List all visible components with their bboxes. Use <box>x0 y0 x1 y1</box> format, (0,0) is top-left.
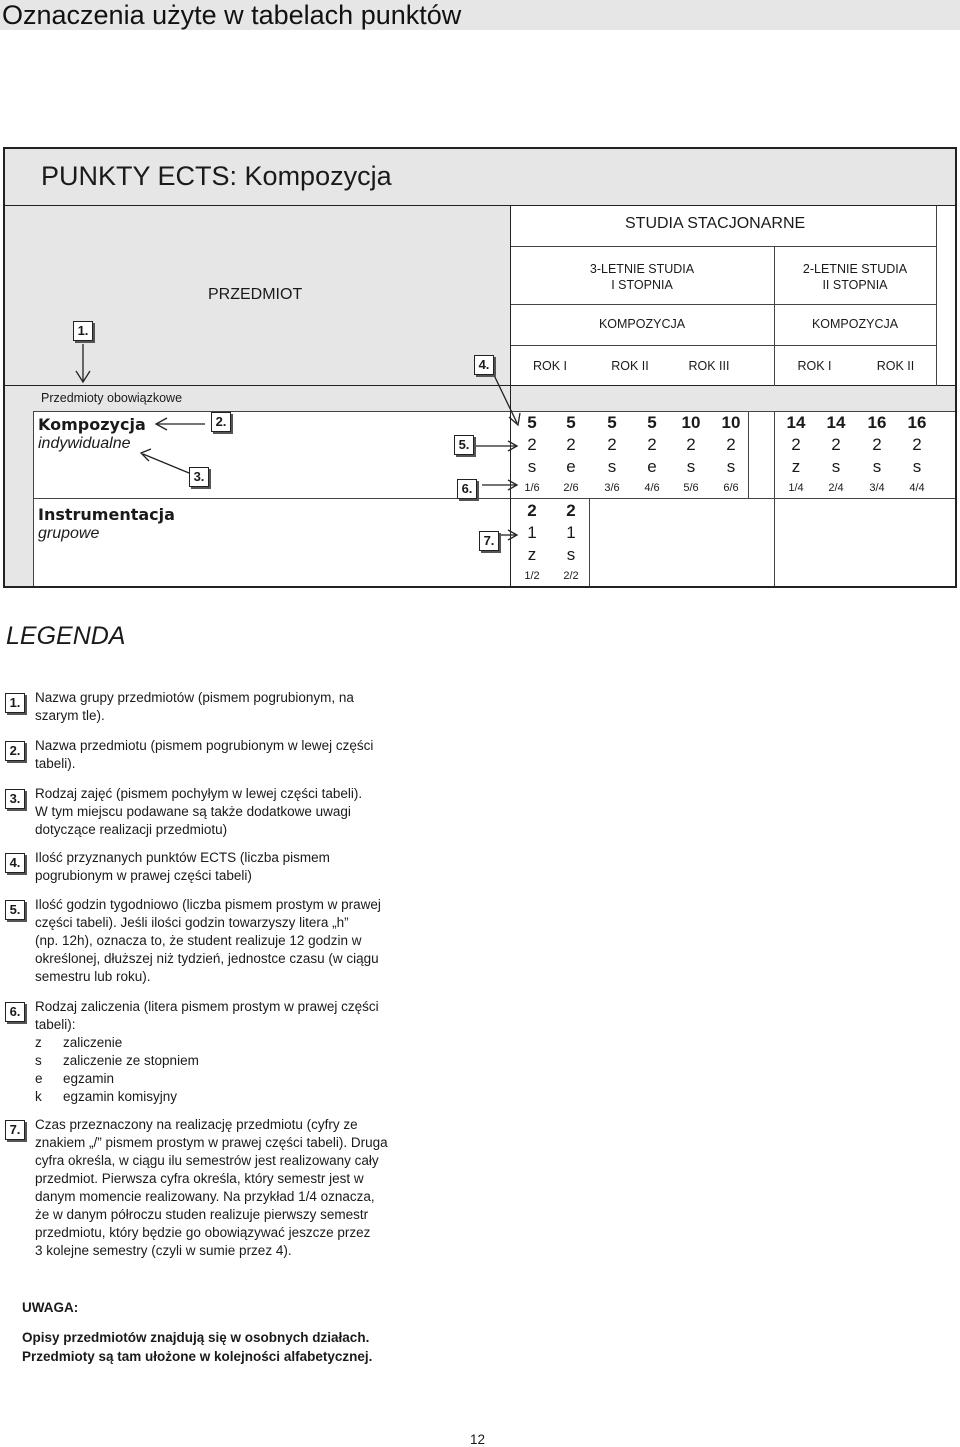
legend-marker-6: 6. <box>5 1002 25 1022</box>
ects-value: 5 <box>527 413 537 432</box>
legend-item-3 <box>35 785 455 839</box>
grade-code-row <box>35 1088 455 1106</box>
page-title: Oznaczenia użyte w tabelach punktów <box>2 0 462 30</box>
legend-text-line: Nazwa grupy przedmiotów (pismem pogrubionym, na <box>35 690 354 705</box>
legend-marker-3: 3. <box>5 789 25 809</box>
time-value: 5/6 <box>683 482 699 494</box>
ects-value: 5 <box>607 413 617 432</box>
legend-item-6 <box>35 998 455 1106</box>
legend-text-line: semestru lub roku). <box>35 969 151 984</box>
subject-name: Instrumentacja <box>38 505 175 524</box>
marker-6: 6. <box>457 479 477 499</box>
hours-value: 1 <box>527 523 537 542</box>
legend-text-line: Ilość godzin tygodniowo (liczba pismem prostym w prawej <box>35 897 381 912</box>
legend-item-4 <box>35 849 455 885</box>
legend-text-line: Rodzaj zajęć (pismem pochyłym w lewej części tabeli). <box>35 786 363 801</box>
legend-text-line: danym momencie realizowany. Na przykład 1/4 oznacza, <box>35 1189 375 1204</box>
grade-value: e <box>566 457 576 476</box>
ects-value: 10 <box>681 413 701 432</box>
legend-text-line: szarym tle). <box>35 708 105 723</box>
legend-item-1 <box>35 689 455 725</box>
specialization-b: KOMPOZYCJA <box>811 317 899 331</box>
year-header: ROK III <box>688 359 730 373</box>
grade-value: s <box>831 457 841 476</box>
warning-line: Opisy przedmiotów znajdują się w osobnych działach. <box>22 1330 370 1345</box>
program-b-header: 2-LETNIE STUDIA II STOPNIA <box>802 262 908 292</box>
hours-value: 1 <box>566 523 576 542</box>
subject-name: Kompozycja <box>38 415 146 434</box>
year-header: ROK II <box>611 359 649 373</box>
legend-text-line: Czas przeznaczony na realizację przedmiotu (cyfry ze <box>35 1117 358 1132</box>
subject-kind: grupowe <box>38 525 100 542</box>
specialization-a: KOMPOZYCJA <box>598 317 686 331</box>
grade-value: e <box>647 457 657 476</box>
legend-text-line: znakiem „/” pismem prostym w prawej części tabeli). Druga <box>35 1135 388 1150</box>
warning-line: Przedmioty są tam ułożone w kolejności alfabetycznej. <box>22 1349 373 1364</box>
legend-text-line: (np. 12h), oznacza to, że student realizuje 12 godzin w <box>35 933 362 948</box>
year-header: ROK I <box>532 359 568 373</box>
marker-2: 2. <box>211 412 231 432</box>
time-value: 4/6 <box>644 482 660 494</box>
grade-value: s <box>607 457 617 476</box>
time-value: 3/4 <box>869 482 885 494</box>
legend-marker-4: 4. <box>5 853 25 873</box>
ects-value: 16 <box>867 413 887 432</box>
legend-marker-2: 2. <box>5 741 25 761</box>
grade-code-desc: zaliczenie <box>63 1035 123 1050</box>
subject-group-label: Przedmioty obowiązkowe <box>41 391 183 405</box>
grade-value: s <box>527 457 537 476</box>
legend-title: LEGENDA <box>6 622 126 650</box>
hours-value: 2 <box>791 435 801 454</box>
legend-text-line: W tym miejscu podawane są także dodatkowe uwagi <box>35 804 351 819</box>
grade-code-desc: egzamin komisyjny <box>63 1089 178 1104</box>
marker-7: 7. <box>479 531 499 551</box>
ects-value: 10 <box>721 413 741 432</box>
ects-value: 2 <box>527 501 537 520</box>
legend-text-line: tabeli). <box>35 756 76 771</box>
time-value: 6/6 <box>723 482 739 494</box>
grade-value: s <box>686 457 696 476</box>
grade-code-desc: egzamin <box>63 1071 115 1086</box>
grade-code: z <box>35 1035 42 1050</box>
legend-text-line: przedmiotu, który będzie go obowiązywać jeszcze przez <box>35 1225 371 1240</box>
legend-marker-7: 7. <box>5 1120 25 1140</box>
legend-text-line: określonej, dłuższej niż tydzień, jednostce czasu (w ciągu <box>35 951 379 966</box>
legend-item-5 <box>35 896 455 986</box>
ects-value: 2 <box>566 501 576 520</box>
grade-code-desc: zaliczenie ze stopniem <box>63 1053 199 1068</box>
hours-value: 2 <box>527 435 537 454</box>
hours-value: 2 <box>726 435 736 454</box>
grade-value: s <box>726 457 736 476</box>
study-mode-header: STUDIA STACJONARNE <box>625 215 806 232</box>
time-value: 4/4 <box>909 482 925 494</box>
grade-value: s <box>872 457 882 476</box>
legend-text-line: tabeli): <box>35 1017 76 1032</box>
hours-value: 2 <box>912 435 922 454</box>
grade-code-row <box>35 1070 455 1088</box>
time-value: 1/6 <box>524 482 540 494</box>
time-value: 2/4 <box>828 482 844 494</box>
grade-code: s <box>35 1053 42 1068</box>
grade-code-row <box>35 1052 455 1070</box>
legend-text-line: dotyczące realizacji przedmiotu) <box>35 822 228 837</box>
grade-value: s <box>566 545 576 564</box>
time-value: 1/4 <box>788 482 804 494</box>
ects-value: 5 <box>647 413 657 432</box>
grade-value: z <box>791 457 801 476</box>
table-title: PUNKTY ECTS: Kompozycja <box>41 161 392 191</box>
legend-text-line: przedmiot. Pierwsza cyfra określa, który semestr jest w <box>35 1171 364 1186</box>
page-number: 12 <box>470 1432 486 1447</box>
hours-value: 2 <box>647 435 657 454</box>
legend-text-line: cyfra określa, w ciągu ilu semestrów jest realizowany cały <box>35 1153 379 1168</box>
warning-title: UWAGA: <box>22 1300 79 1315</box>
grade-value: z <box>527 545 537 564</box>
ects-value: 14 <box>826 413 846 432</box>
hours-value: 2 <box>686 435 696 454</box>
grade-code-row <box>35 1034 455 1052</box>
legend-text-line: Ilość przyznanych punktów ECTS (liczba pismem <box>35 850 330 865</box>
legend-text-line: Nazwa przedmiotu (pismem pogrubionym w lewej części <box>35 738 374 753</box>
time-value: 3/6 <box>604 482 620 494</box>
marker-3: 3. <box>189 467 209 487</box>
hours-value: 2 <box>607 435 617 454</box>
time-value: 2/6 <box>563 482 579 494</box>
grade-value: s <box>912 457 922 476</box>
legend-text-line: że w danym półroczu studen realizuje pierwszy semestr <box>35 1207 369 1222</box>
ects-value: 5 <box>566 413 576 432</box>
marker-1: 1. <box>73 321 93 341</box>
legend-text-line: Rodzaj zaliczenia (litera pismem prostym w prawej części <box>35 999 379 1014</box>
legend-text-line: pogrubionym w prawej części tabeli) <box>35 868 252 883</box>
time-value: 1/2 <box>524 570 540 582</box>
year-header: ROK II <box>876 359 915 373</box>
legend-text-line: części tabeli). Jeśli ilości godzin towarzyszy litera „h” <box>35 915 349 930</box>
example-table <box>3 147 957 588</box>
subject-header: PRZEDMIOT <box>208 286 303 303</box>
warning-text <box>22 1328 372 1366</box>
legend-item-7 <box>35 1116 455 1260</box>
year-header: ROK I <box>797 359 832 373</box>
marker-5: 5. <box>454 435 474 455</box>
hours-value: 2 <box>566 435 576 454</box>
program-a-header: 3-LETNIE STUDIA I STOPNIA <box>589 262 695 292</box>
ects-value: 16 <box>907 413 927 432</box>
subject-kind: indywidualne <box>38 435 131 452</box>
legend-marker-5: 5. <box>5 900 25 920</box>
marker-4: 4. <box>474 355 494 375</box>
grade-code: k <box>35 1089 42 1104</box>
ects-value: 14 <box>786 413 806 432</box>
time-value: 2/2 <box>563 570 579 582</box>
legend-item-2 <box>35 737 455 773</box>
legend-marker-1: 1. <box>5 693 25 713</box>
hours-value: 2 <box>872 435 882 454</box>
hours-value: 2 <box>831 435 841 454</box>
grade-code: e <box>35 1071 43 1086</box>
legend-text-line: 3 kolejne semestry (czyli w sumie przez 4). <box>35 1243 292 1258</box>
